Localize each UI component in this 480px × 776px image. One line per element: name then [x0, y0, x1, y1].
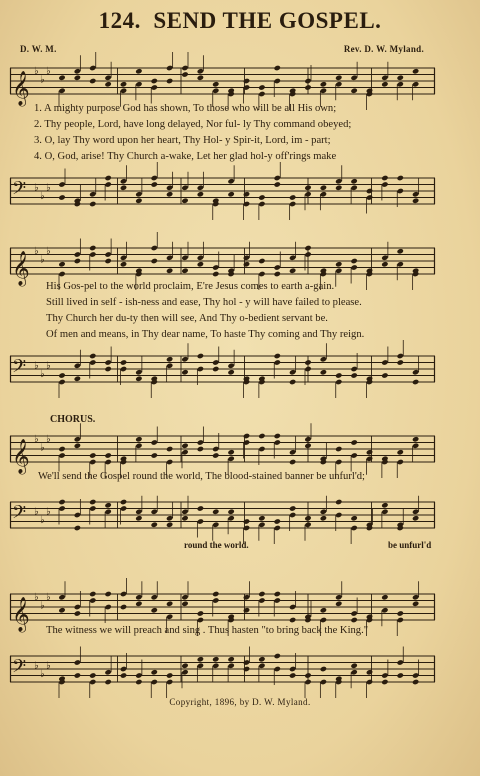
verse-4-line-2: Of men and means, in Thy dear name, To haste Thy coming and Thy reign.	[46, 329, 365, 340]
svg-text:♭: ♭	[34, 182, 39, 194]
svg-text:♭: ♭	[34, 591, 39, 603]
svg-text:♭: ♭	[40, 74, 45, 86]
verse-3-line-2: Thy Church her du-ty then will see, And Thy o-bedient servant be.	[46, 313, 328, 324]
svg-text:♭: ♭	[34, 660, 39, 672]
svg-text:♭: ♭	[46, 506, 51, 518]
svg-text:𝄢: 𝄢	[12, 502, 27, 528]
svg-text:♭: ♭	[46, 65, 51, 77]
svg-text:♭: ♭	[40, 368, 45, 380]
verse-1-line-2: His Gos-pel to the world proclaim, E're Jesus comes to earth a-gain.	[46, 281, 335, 292]
author-label: Rev. D. W. Myland.	[343, 44, 424, 54]
chorus-line-2: The witness we will preach and sing . Thus hasten "to bring back the King."	[46, 625, 369, 636]
verse-2-line-1: 2. Thy people, Lord, have long delayed, Nor ful- ly Thy command obeyed;	[34, 119, 352, 130]
svg-text:♭: ♭	[46, 591, 51, 603]
svg-text:♭: ♭	[40, 600, 45, 612]
svg-text:♭: ♭	[34, 506, 39, 518]
verse-1-line-1: 1. A mighty purpose God has shown, To those who will be all His own;	[34, 103, 337, 114]
svg-text:♭: ♭	[34, 433, 39, 445]
system-1-bass	[10, 170, 435, 210]
svg-text:♭: ♭	[40, 668, 45, 680]
verse-4-line-1: 4. O, God, arise! Thy Church a-wake, Let her glad hol-y off'rings make	[34, 151, 337, 162]
hymn-number: 124.	[98, 8, 141, 33]
system-3-treble	[10, 428, 435, 474]
hymn-title: SEND THE GOSPEL.	[153, 8, 382, 33]
chorus-line-1: We'll send the Gospel round the world, The blood-stained banner be unfurl'd;	[38, 471, 365, 482]
svg-text:𝄞: 𝄞	[12, 439, 30, 474]
system-3-bass	[10, 494, 435, 534]
svg-text:♭: ♭	[46, 182, 51, 194]
system-2-bass	[10, 348, 435, 388]
svg-text:𝄞: 𝄞	[12, 71, 30, 106]
svg-text:♭: ♭	[46, 360, 51, 372]
hymn-title-line	[0, 8, 480, 34]
system-4-bass	[10, 648, 435, 688]
svg-text:♭: ♭	[40, 254, 45, 266]
chorus-echo-2: be unfurl'd	[388, 540, 432, 550]
svg-text:♭: ♭	[46, 660, 51, 672]
svg-text:𝄢: 𝄢	[12, 356, 27, 382]
copyright-notice: Copyright, 1896, by D. W. Myland.	[169, 697, 311, 707]
svg-text:♭: ♭	[34, 245, 39, 257]
svg-text:♭: ♭	[34, 65, 39, 77]
svg-text:♭: ♭	[40, 190, 45, 202]
verse-3-line-1: 3. O, lay Thy word upon her heart, Thy Hol- y Spir-it, Lord, im - part;	[34, 135, 331, 146]
system-1-treble	[10, 60, 435, 106]
svg-text:𝄢: 𝄢	[12, 178, 27, 204]
svg-text:𝄢: 𝄢	[12, 656, 27, 682]
svg-text:♭: ♭	[46, 433, 51, 445]
system-2-treble	[10, 240, 435, 286]
svg-text:♭: ♭	[34, 360, 39, 372]
chorus-label: CHORUS.	[50, 414, 96, 425]
svg-text:♭: ♭	[46, 245, 51, 257]
svg-text:𝄞: 𝄞	[12, 251, 30, 286]
svg-text:𝄞: 𝄞	[12, 597, 30, 632]
svg-text:♭: ♭	[40, 514, 45, 526]
verse-2-line-2: Still lived in self - ish-ness and ease, Thy hol - y will have failed to please.	[46, 297, 362, 308]
chorus-echo-1: round the world.	[184, 540, 249, 550]
meter-label: D. W. M.	[20, 44, 57, 54]
svg-text:♭: ♭	[40, 442, 45, 454]
